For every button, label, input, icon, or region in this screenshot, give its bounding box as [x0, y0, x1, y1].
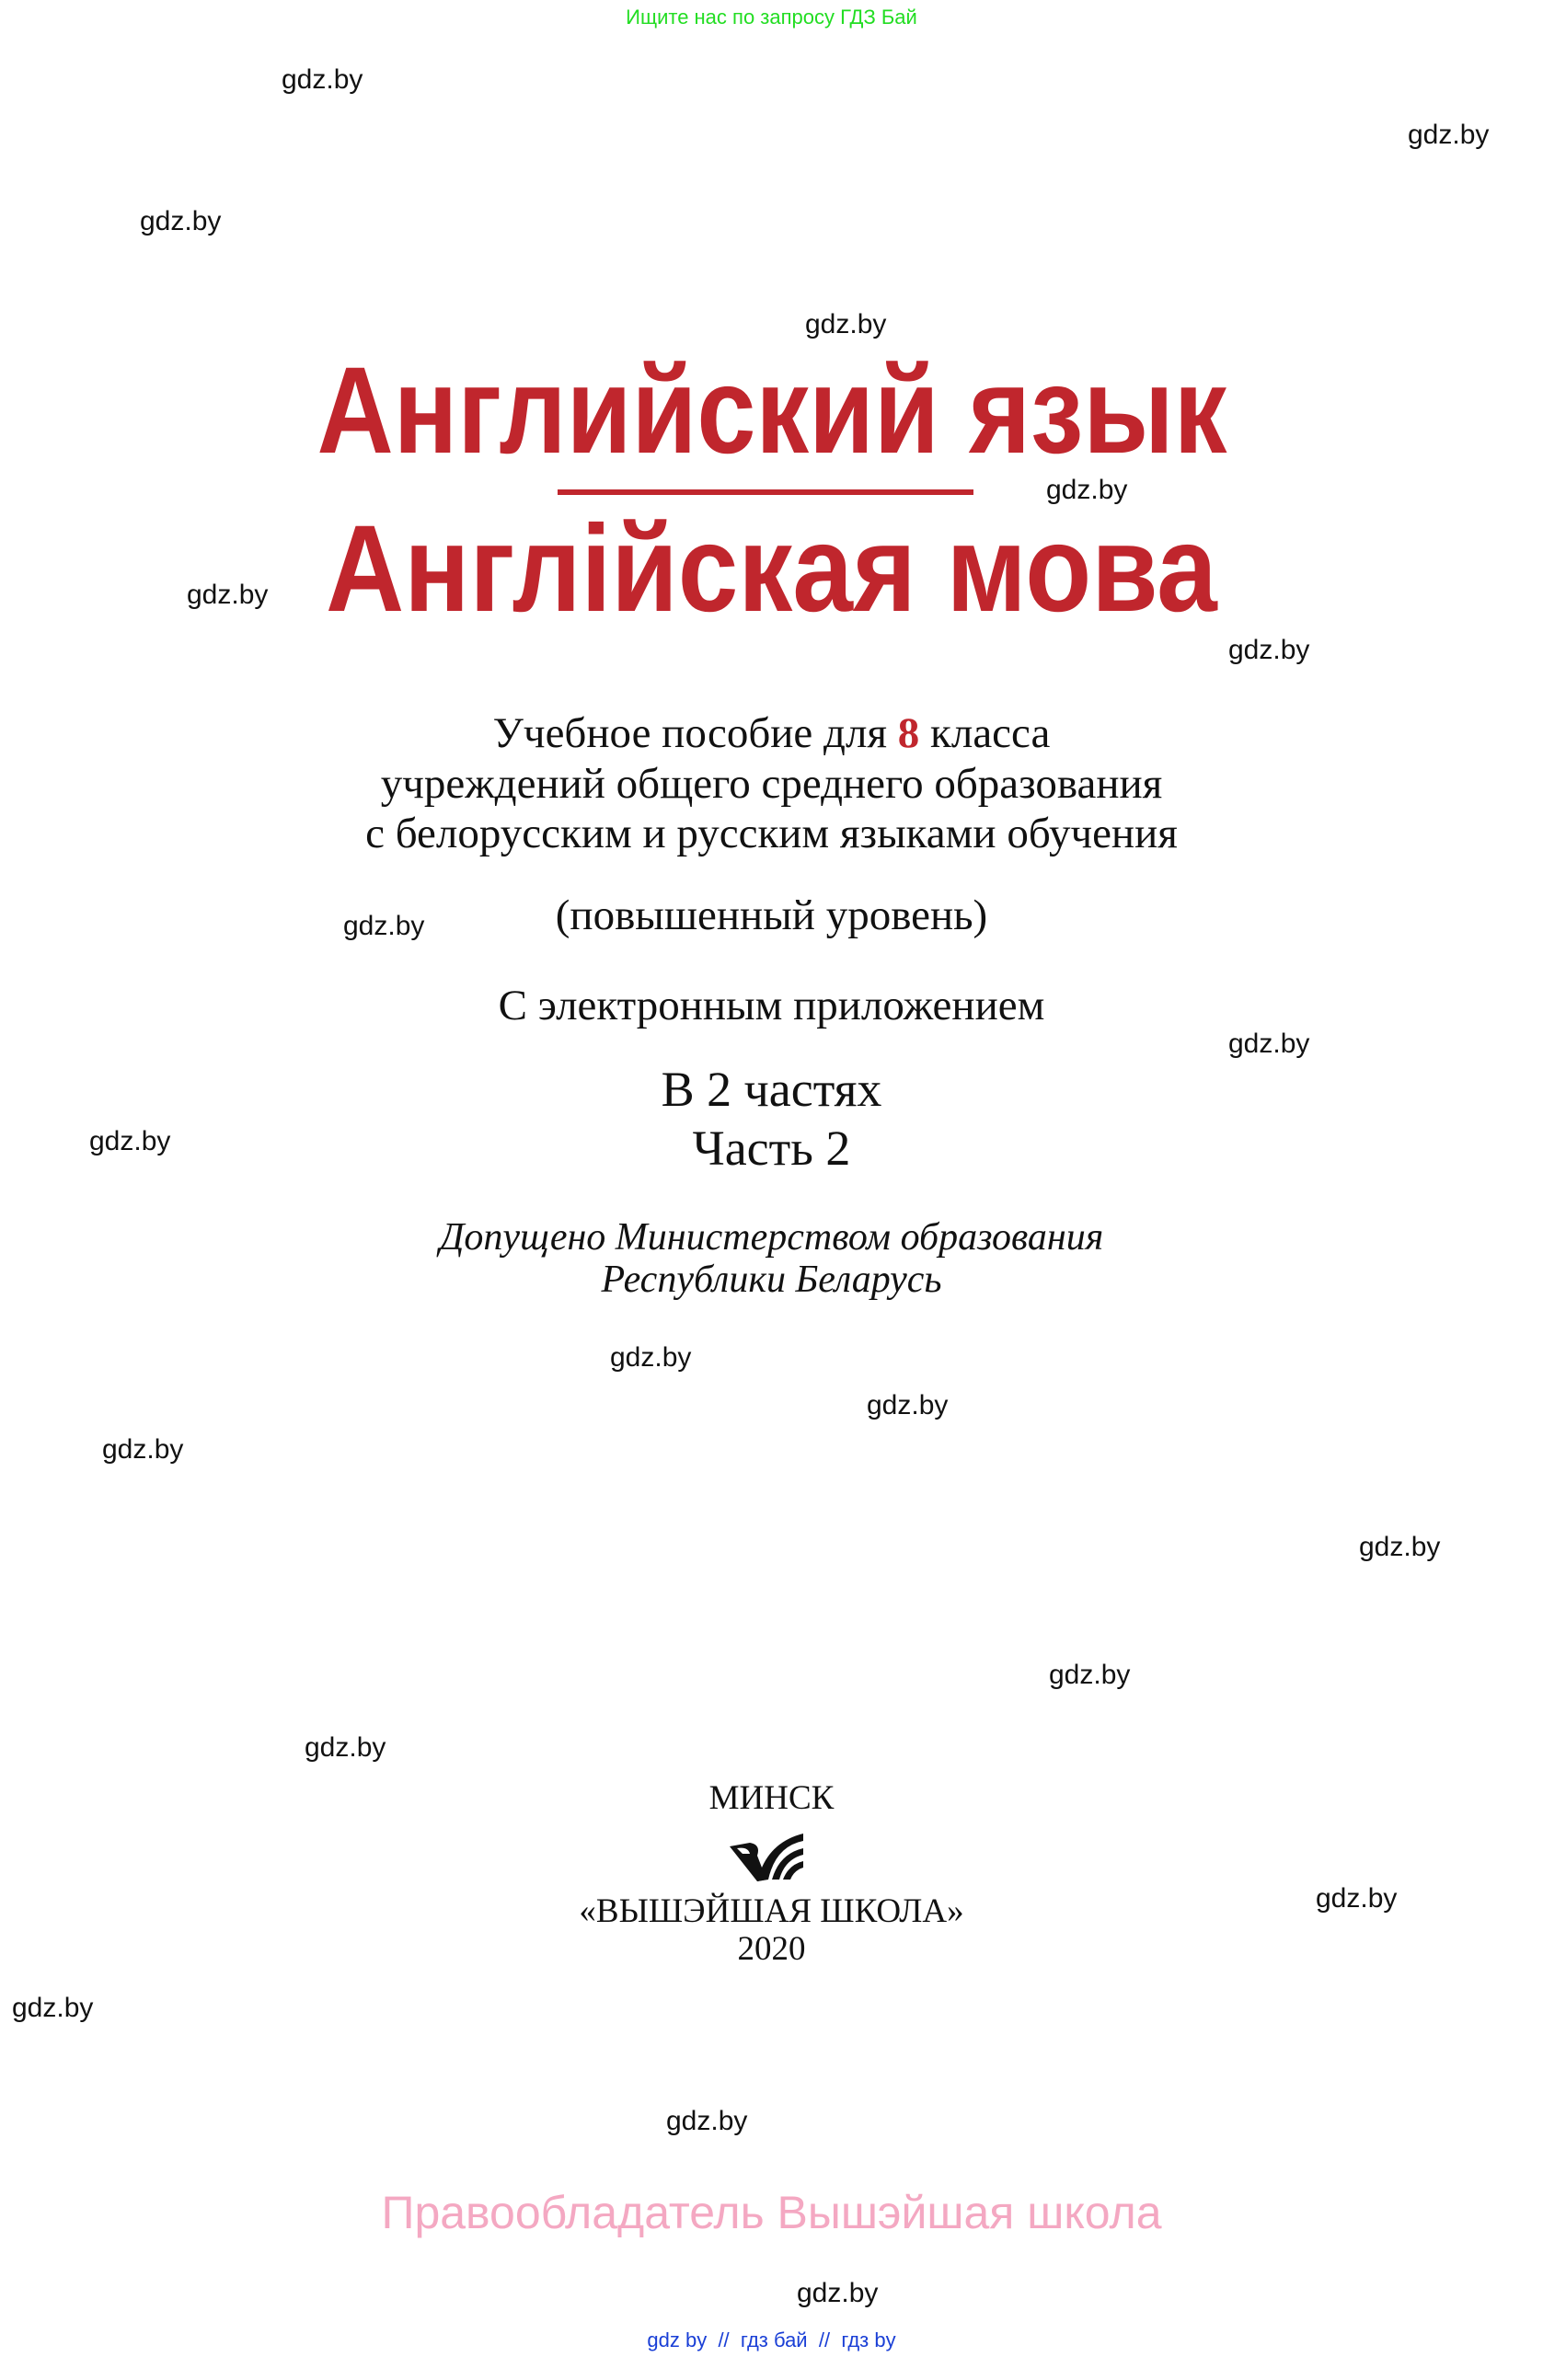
search-notice: Ищите нас по запросу ГДЗ Бай: [626, 6, 917, 29]
subtitle-prefix: Учебное пособие для: [492, 709, 888, 757]
publisher-logo-icon: [730, 1834, 803, 1885]
publisher-name: «ВЫШЭЙШАЯ ШКОЛА»: [579, 1892, 964, 1930]
approval-line1: Допущено Министерством образования: [439, 1216, 1104, 1259]
copyright-notice: Правообладатель Вышэйшая школа: [381, 2187, 1162, 2238]
footer-link[interactable]: гдз by: [841, 2328, 896, 2351]
watermark: gdz.by: [1359, 1532, 1441, 1562]
subtitle-suffix: класса: [930, 709, 1051, 757]
footer-link[interactable]: gdz by: [647, 2328, 708, 2351]
footer-link[interactable]: гдз бай: [740, 2328, 808, 2351]
footer-separator: //: [718, 2328, 730, 2351]
subtitle-line3: с белорусским и русским языками обучения: [365, 810, 1178, 857]
watermark: gdz.by: [102, 1434, 184, 1465]
publisher-city: МИНСК: [708, 1779, 835, 1817]
watermark: gdz.by: [797, 2278, 879, 2308]
subtitle-line1: [0, 709, 1543, 757]
watermark: gdz.by: [140, 206, 222, 236]
part-label: Часть 2: [692, 1121, 851, 1176]
watermark: gdz.by: [867, 1390, 949, 1420]
footer-separator: //: [818, 2328, 831, 2351]
level-label: (повышенный уровень): [555, 891, 988, 939]
watermark: gdz.by: [305, 1732, 386, 1763]
supplement-label: С электронным приложением: [498, 982, 1045, 1029]
watermark: gdz.by: [1316, 1883, 1398, 1914]
watermark: gdz.by: [282, 64, 363, 95]
watermark: gdz.by: [666, 2106, 748, 2136]
subtitle-line2: учреждений общего среднего образования: [380, 760, 1163, 808]
watermark: gdz.by: [610, 1342, 692, 1373]
watermark: gdz.by: [1046, 475, 1128, 505]
title-line1-wrap: [0, 342, 1543, 479]
watermark: gdz.by: [187, 580, 269, 610]
watermark: gdz.by: [12, 1993, 94, 2023]
publication-year: 2020: [737, 1930, 806, 1968]
watermark: gdz.by: [343, 911, 425, 941]
title-line2-wrap: [0, 500, 1543, 638]
title-english-be: Англійская мова: [326, 500, 1217, 638]
watermark: gdz.by: [1408, 120, 1490, 150]
title-divider: [558, 489, 973, 495]
watermark: gdz.by: [1228, 635, 1310, 665]
watermark: gdz.by: [805, 309, 887, 339]
watermark: gdz.by: [1228, 1029, 1310, 1059]
watermark: gdz.by: [89, 1126, 171, 1156]
grade-number: 8: [897, 709, 920, 757]
parts-label: В 2 частях: [661, 1062, 882, 1117]
approval-line2: Республики Беларусь: [601, 1259, 942, 1301]
title-english-ru: Английский язык: [317, 342, 1226, 479]
watermark: gdz.by: [1049, 1660, 1131, 1690]
footer-links: [0, 2330, 1543, 2351]
